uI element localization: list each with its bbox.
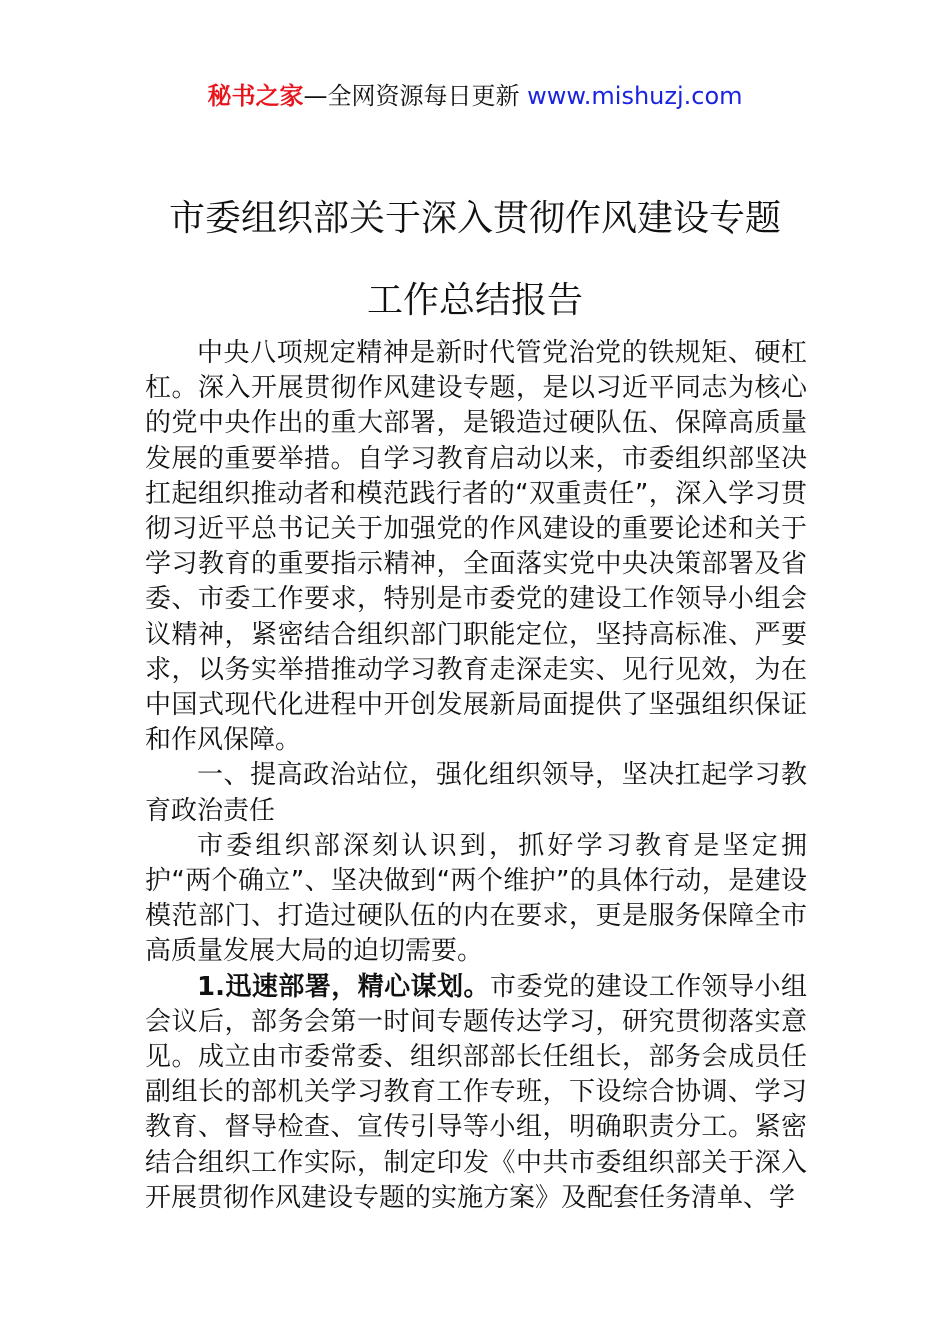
document-title xyxy=(0,178,950,342)
section-heading-1: 一、提高政治站位，强化组织领导，坚决扛起学习教育政治责任 xyxy=(145,760,807,826)
document-body xyxy=(145,336,807,1216)
title-line-1: 市委组织部关于深入贯彻作风建设专题 xyxy=(168,198,781,239)
title-line-2: 工作总结报告 xyxy=(366,280,583,321)
site-tagline: —全网资源每日更新 xyxy=(303,82,528,110)
item-1-lead: 1.迅速部署，精心谋划。 xyxy=(197,971,490,1002)
site-header xyxy=(0,80,950,112)
paragraph-intro: 中央八项规定精神是新时代管党治党的铁规矩、硬杠杠。深入开展贯彻作风建设专题，是以习近平同志为核心的党中央作出的重大部署，是锻造过硬队伍、保障高质量发展的重要举措。自学习教育启动以来，市委组织部坚决扛起组织推动者和模范践行者的“双重责任”，深入学习贯彻习近平总书记关于加强党的作风建设的重要论述和关于学习教育的重要指示精神，全面落实党中央决策部署及省委、市委工作要求，特别是市委党的建设工作领导小组会议精神，紧密结合组织部门职能定位，坚持高标准、严要求，以务实举措推动学习教育走深走实、见行见效，为在中国式现代化进程中开创发展新局面提供了坚强组织保证和作风保障。 xyxy=(145,338,807,756)
paragraph-item-1 xyxy=(145,970,807,1216)
paragraph-section-1: 市委组织部深刻认识到，抓好学习教育是坚定拥护“两个确立”、坚决做到“两个维护”的具体行动，是建设模范部门、打造过硬队伍的内在要求，更是服务保障全市高质量发展大局的迫切需要。 xyxy=(145,830,807,967)
site-url-link[interactable]: www.mishuzj.com xyxy=(527,82,743,110)
site-brand: 秘书之家 xyxy=(207,82,304,110)
item-1-body: 市委党的建设工作领导小组会议后，部务会第一时间专题传达学习，研究贯彻落实意见。成立由市委常委、组织部部长任组长，部务会成员任副组长的部机关学习教育工作专班，下设综合协调、学习教育、督导检查、宣传引导等小组，明确职责分工。紧密结合组织工作实际，制定印发《中共市委组织部关于深入开展贯彻作风建设专题的实施方案》及配套任务清单、学 xyxy=(145,971,807,1213)
